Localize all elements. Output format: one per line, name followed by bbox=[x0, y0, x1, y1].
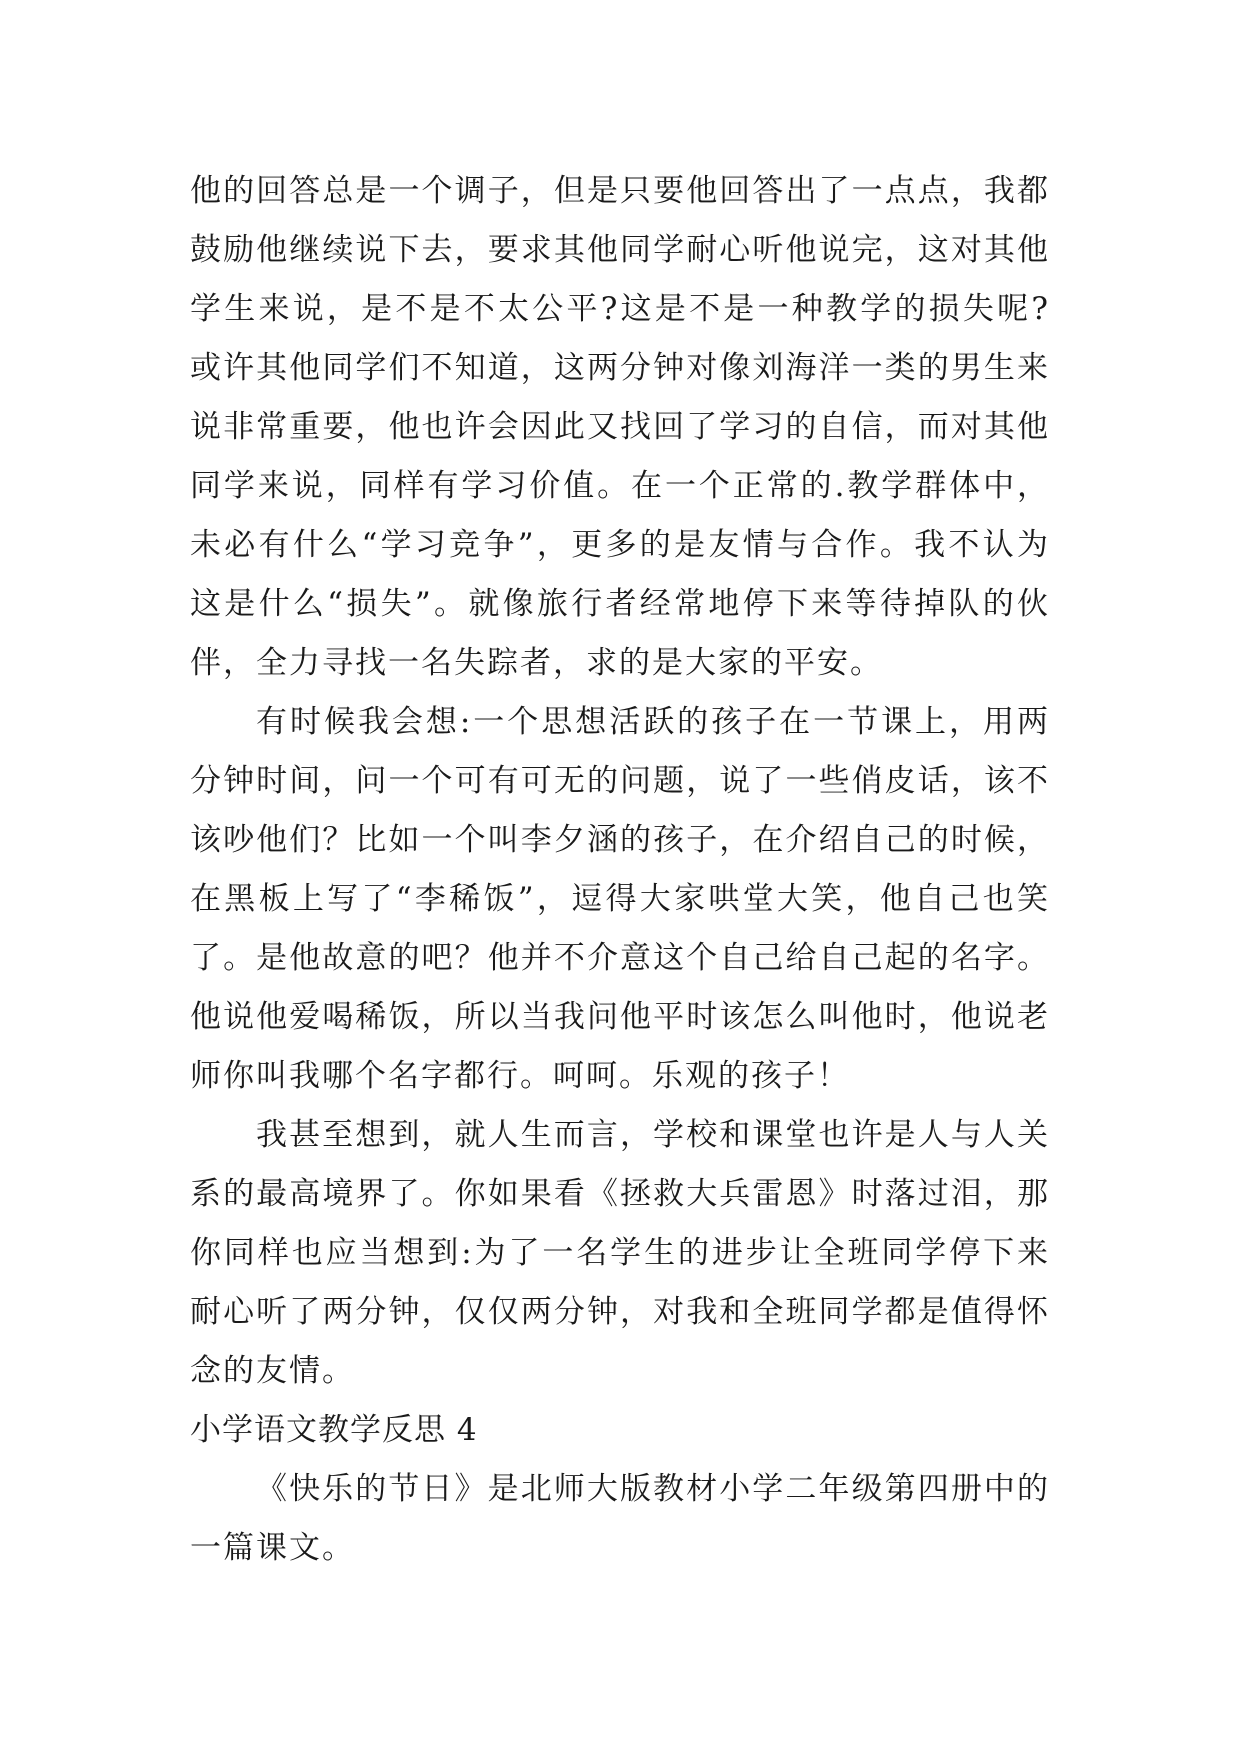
paragraph-4: 《快乐的节日》是北师大版教材小学二年级第四册中的一篇课文。 bbox=[190, 1471, 1050, 1566]
document-body bbox=[190, 162, 1050, 1578]
paragraph-1: 他的回答总是一个调子，但是只要他回答出了一点点，我都鼓励他继续说下去，要求其他同学耐心听他说完，这对其他学生来说，是不是不太公平?这是不是一种教学的损失呢?或许其他同学们不知道，这两分钟对像刘海洋一类的男生来说非常重要，他也许会因此又找回了学习的自信，而对其他同学来说，同样有学习价值。在一个正常的.教学群体中，未必有什么“学习竞争”，更多的是友情与合作。我不认为这是什么“损失”。就像旅行者经常地停下来等待掉队的伙伴，全力寻找一名失踪者，求的是大家的平安。 bbox=[190, 173, 1050, 681]
paragraph-2: 有时候我会想:一个思想活跃的孩子在一节课上，用两分钟时间，问一个可有可无的问题，说了一些俏皮话，该不该吵他们？比如一个叫李夕涵的孩子，在介绍自己的时候，在黑板上写了“李稀饭”，逗得大家哄堂大笑，他自己也笑了。是他故意的吧？他并不介意这个自己给自己起的名字。他说他爱喝稀饭，所以当我问他平时该怎么叫他时，他说老师你叫我哪个名字都行。呵呵。乐观的孩子！ bbox=[190, 704, 1050, 1094]
paragraph-3: 我甚至想到，就人生而言，学校和课堂也许是人与人关系的最高境界了。你如果看《拯救大兵雷恩》时落过泪，那你同样也应当想到:为了一名学生的进步让全班同学停下来耐心听了两分钟，仅仅两分钟，对我和全班同学都是值得怀念的友情。 bbox=[190, 1117, 1050, 1389]
section-heading: 小学语文教学反思 4 bbox=[190, 1412, 478, 1448]
